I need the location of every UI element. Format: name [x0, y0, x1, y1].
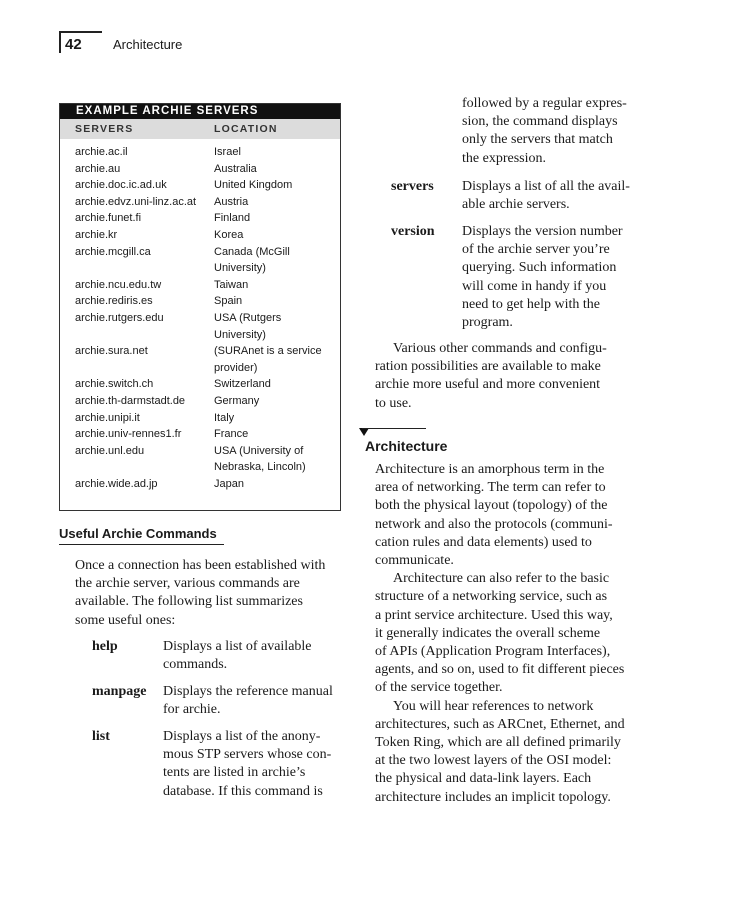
- text-line: the physical and data-link layers. Each: [375, 771, 592, 787]
- location-line: Finland: [214, 212, 251, 225]
- table-row: [75, 277, 337, 294]
- page-number: 42: [65, 36, 82, 53]
- text-line: archie more useful and more convenient: [375, 377, 601, 393]
- text-line: Displays a list of available: [163, 639, 312, 654]
- text-line: architectures, such as ARCnet, Ethernet, and: [375, 716, 625, 732]
- text-line: area of networking. The term can refer to: [375, 480, 606, 496]
- location-cell: [214, 376, 336, 393]
- location-cell: [214, 293, 336, 310]
- col-location-header: LOCATION: [214, 123, 278, 135]
- location-cell: [214, 227, 336, 244]
- location-line: United Kingdom: [214, 179, 293, 192]
- term-label: list: [92, 729, 110, 744]
- useful-commands-heading: Useful Archie Commands: [59, 526, 217, 541]
- table-title: EXAMPLE ARCHIE SERVERS: [60, 104, 340, 119]
- heading-underline: [59, 544, 224, 545]
- archie-servers-table: [59, 103, 341, 511]
- text-line: Displays the reference manual: [163, 684, 333, 699]
- text-line: need to get help with the: [462, 296, 601, 312]
- text-line: agents, and so on, used to fit different pieces: [375, 662, 625, 678]
- location-line: Italy: [214, 411, 235, 424]
- server-cell: archie.unipi.it: [75, 411, 140, 424]
- section-marker-icon: [359, 428, 369, 436]
- text-line: the expression.: [462, 150, 546, 166]
- table-row: [75, 177, 337, 194]
- architecture-heading: Architecture: [365, 438, 448, 454]
- table-row: [75, 161, 337, 178]
- other-commands-paragraph: [375, 340, 675, 413]
- location-line: France: [214, 428, 249, 441]
- server-cell: archie.unl.edu: [75, 444, 145, 457]
- location-line: Spain: [214, 295, 243, 308]
- table-row: [75, 310, 337, 343]
- text-line: available. The following list summarizes: [75, 594, 303, 610]
- text-line: cation rules and data elements) used to: [375, 534, 592, 550]
- header-rule-vertical: [59, 31, 61, 53]
- server-cell: archie.au: [75, 162, 121, 175]
- location-cell: [214, 410, 336, 427]
- text-line: a print service architecture. Used this way,: [375, 607, 613, 623]
- text-line: of the archie server you’re: [462, 242, 610, 258]
- term-label: help: [92, 639, 118, 654]
- text-line: will come in handy if you: [462, 278, 607, 294]
- table-row: [75, 293, 337, 310]
- location-line: (SURAnet is a service: [214, 345, 322, 358]
- architecture-body: [375, 461, 675, 807]
- text-line: mous STP servers whose con-: [163, 747, 332, 763]
- server-cell: archie.sura.net: [75, 345, 148, 358]
- text-line: sion, the command displays: [462, 114, 618, 130]
- text-line: program.: [462, 315, 513, 331]
- location-line: Korea: [214, 228, 244, 241]
- useful-intro: [75, 557, 345, 630]
- location-line: provider): [214, 361, 258, 374]
- location-cell: [214, 343, 336, 376]
- table-row: [75, 194, 337, 211]
- table-row: [75, 476, 337, 493]
- text-line: Token Ring, which are all defined primarily: [375, 735, 621, 751]
- location-cell: [214, 426, 336, 443]
- text-line: Architecture can also refer to the basic: [393, 571, 610, 587]
- location-cell: [214, 194, 336, 211]
- text-line: able archie servers.: [462, 197, 570, 213]
- term-definition: [462, 178, 682, 214]
- table-row: [75, 244, 337, 277]
- server-cell: archie.wide.ad.jp: [75, 477, 158, 490]
- text-line: both the physical layout (topology) of the: [375, 498, 608, 514]
- location-line: University): [214, 262, 266, 275]
- text-line: structure of a networking service, such as: [375, 589, 608, 605]
- term-definition: [462, 223, 682, 332]
- term-label: version: [391, 224, 435, 239]
- text-line: You will hear references to network: [393, 698, 594, 714]
- term-definition: [163, 683, 348, 719]
- location-cell: [214, 443, 336, 476]
- term-definition: [163, 638, 312, 674]
- location-cell: [214, 210, 336, 227]
- text-line: Various other commands and configu-: [393, 341, 607, 356]
- text-line: Displays the version number: [462, 224, 623, 239]
- text-line: commands.: [163, 657, 228, 673]
- table-row: [75, 393, 337, 410]
- location-line: USA (Rutgers: [214, 311, 282, 324]
- header-rule-horizontal: [59, 31, 102, 33]
- location-line: Australia: [214, 162, 257, 175]
- text-line: at the two lowest layers of the OSI model:: [375, 753, 612, 769]
- server-cell: archie.rutgers.edu: [75, 311, 164, 324]
- location-line: Israel: [214, 146, 241, 158]
- server-cell: archie.mcgill.ca: [75, 245, 151, 258]
- col-servers-header: SERVERS: [75, 123, 134, 135]
- location-line: University): [214, 328, 266, 341]
- server-cell: archie.funet.fi: [75, 212, 142, 225]
- table-row: [75, 144, 337, 161]
- server-cell: archie.kr: [75, 228, 118, 241]
- location-cell: [214, 144, 336, 161]
- text-line: some useful ones:: [75, 612, 176, 628]
- server-cell: archie.univ-rennes1.fr: [75, 428, 182, 441]
- table-row: [75, 426, 337, 443]
- running-title: Architecture: [113, 37, 183, 52]
- location-line: Switzerland: [214, 378, 271, 391]
- table-row: [75, 443, 337, 476]
- list-definition-continued: [462, 95, 682, 168]
- location-cell: [214, 177, 336, 194]
- text-line: of the service together.: [375, 680, 503, 696]
- server-cell: archie.th-darmstadt.de: [75, 394, 186, 407]
- text-line: Once a connection has been established with: [75, 558, 326, 573]
- server-cell: archie.ac.il: [75, 146, 128, 158]
- table-row: [75, 227, 337, 244]
- location-line: Austria: [214, 195, 249, 208]
- text-line: followed by a regular expres-: [462, 96, 627, 111]
- server-cell: archie.rediris.es: [75, 295, 153, 308]
- table-row: [75, 410, 337, 427]
- location-cell: [214, 277, 336, 294]
- table-row: [75, 343, 337, 376]
- text-line: for archie.: [163, 702, 221, 718]
- text-line: Architecture is an amorphous term in the: [375, 462, 605, 477]
- text-line: network and also the protocols (communi-: [375, 516, 613, 532]
- location-cell: [214, 244, 336, 277]
- text-line: to use.: [375, 395, 412, 411]
- term-label: manpage: [92, 684, 147, 699]
- location-line: Nebraska, Lincoln): [214, 461, 306, 474]
- location-line: USA (University of: [214, 444, 304, 457]
- section-rule: [362, 428, 426, 429]
- server-cell: archie.switch.ch: [75, 378, 154, 391]
- location-line: Taiwan: [214, 278, 249, 291]
- text-line: Displays a list of the anony-: [163, 729, 321, 744]
- text-line: only the servers that match: [462, 132, 613, 148]
- table-row: [75, 210, 337, 227]
- text-line: ration possibilities are available to make: [375, 359, 601, 375]
- location-line: Japan: [214, 477, 244, 490]
- text-line: the archie server, various commands are: [75, 576, 300, 592]
- location-line: Germany: [214, 394, 260, 407]
- table-row: [75, 376, 337, 393]
- text-line: Displays a list of all the avail-: [462, 179, 630, 194]
- server-cell: archie.edvz.uni-linz.ac.at: [75, 195, 197, 208]
- text-line: tents are listed in archie’s: [163, 765, 306, 781]
- text-line: querying. Such information: [462, 260, 617, 276]
- server-cell: archie.ncu.edu.tw: [75, 278, 162, 291]
- term-label: servers: [391, 179, 434, 194]
- location-cell: [214, 476, 336, 493]
- location-cell: [214, 161, 336, 178]
- table-header-row: [60, 119, 340, 139]
- term-definition: [163, 728, 331, 801]
- text-line: it generally indicates the overall scheme: [375, 625, 601, 641]
- text-line: architecture includes an implicit topology.: [375, 789, 611, 805]
- table-body: [75, 144, 337, 492]
- text-line: communicate.: [375, 553, 454, 569]
- location-cell: [214, 310, 336, 343]
- text-line: of APIs (Application Program Interfaces),: [375, 644, 611, 660]
- location-cell: [214, 393, 336, 410]
- text-line: database. If this command is: [163, 783, 323, 799]
- location-line: Canada (McGill: [214, 245, 290, 258]
- server-cell: archie.doc.ic.ad.uk: [75, 179, 167, 192]
